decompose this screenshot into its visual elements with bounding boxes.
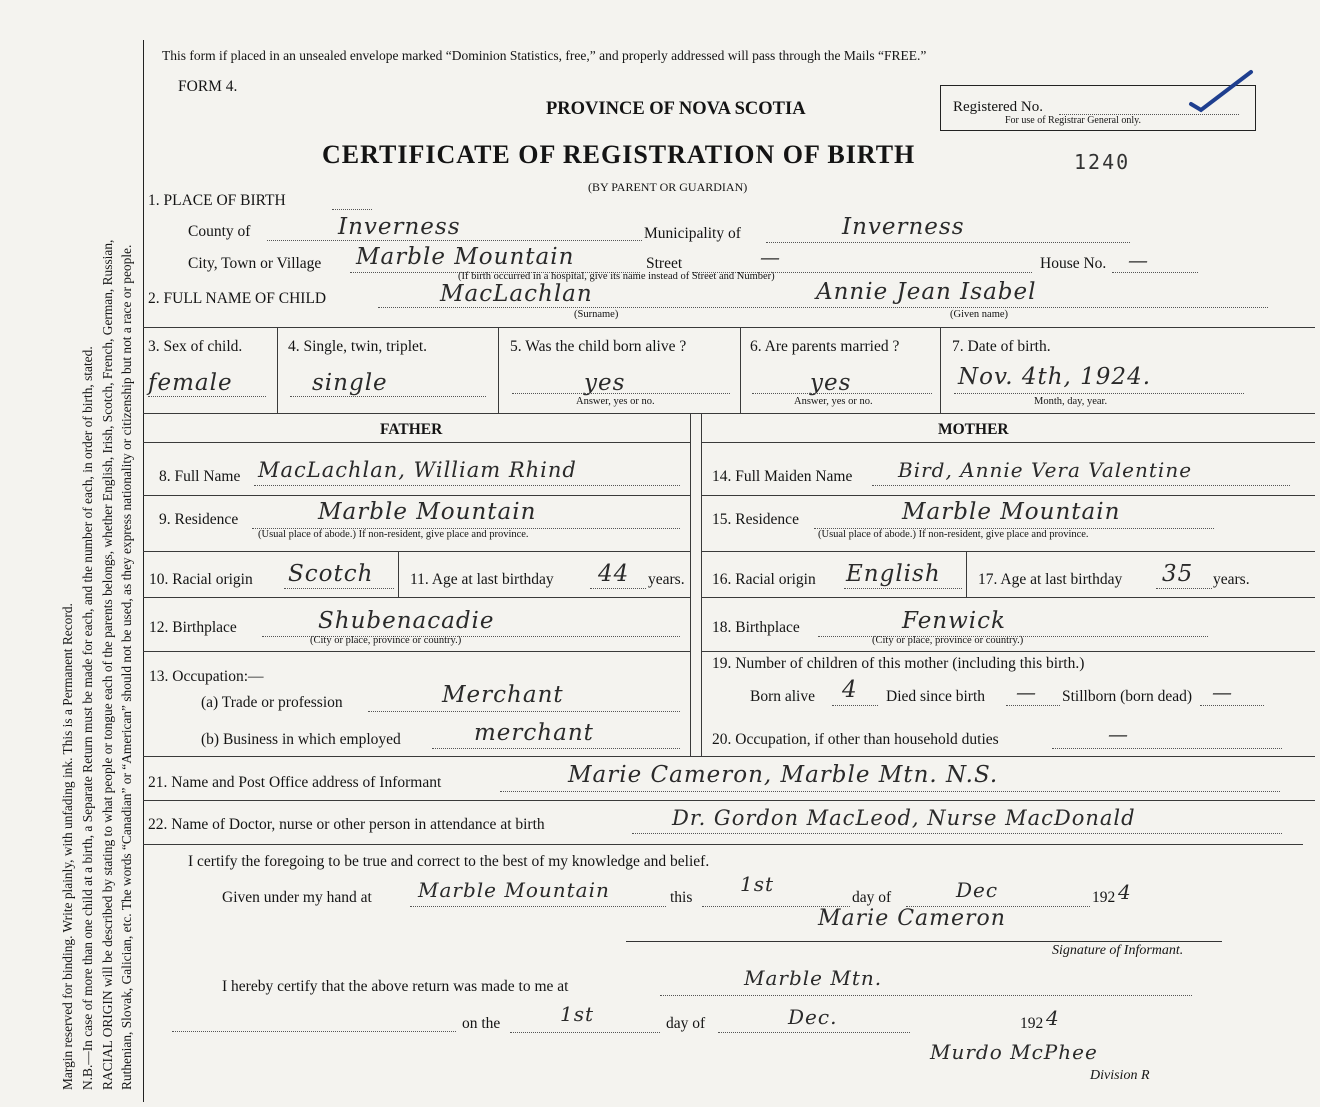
dob-value: Nov. 4th, 1924. [958,364,1152,390]
pob-dotline [332,209,372,210]
father-racial-divider [398,551,399,597]
father-rule-1 [143,495,690,496]
born-alive-line [512,393,730,394]
city-label: City, Town or Village [188,255,322,272]
municipality-label: Municipality of [644,225,741,242]
given-year-value: 4 [1118,880,1132,904]
mother-occupation-label: 20. Occupation, if other than household duties [712,731,999,748]
signature-line [626,941,1222,942]
registrar-day-line [510,1032,660,1033]
registrar-signature: Murdo McPhee [930,1040,1098,1064]
stillborn-line [1200,705,1264,706]
father-heading: FATHER [380,421,443,438]
mother-occupation-line [1052,748,1282,749]
stillborn-value: — [1212,680,1233,704]
on-the-label: on the [462,1015,501,1032]
father-age-label: 11. Age at last birthday [410,571,554,588]
died-line [1006,705,1060,706]
details-divider-4 [940,327,941,413]
margin-note-3: RACIAL ORIGIN will be described by stating to what people or tongue each of the parents belongs, whether English, Irish, Scotch, French, German, Russian, [100,239,115,1090]
mother-residence-label: 15. Residence [712,511,799,528]
informant-signature: Marie Cameron [818,906,1006,931]
children-label: 19. Number of children of this mother (including this birth.) [712,655,1085,672]
died-value: — [1016,680,1037,704]
father-birthplace-label: 12. Birthplace [149,619,237,636]
mother-birthplace-value: Fenwick [902,608,1006,634]
born-alive-label: 5. Was the child born alive ? [510,338,687,355]
house-label: House No. [1040,255,1107,272]
dob-label: 7. Date of birth. [952,338,1051,355]
father-racial-label: 10. Racial origin [149,571,253,588]
registered-label: Registered No. [953,99,1043,115]
house-line [1112,272,1198,273]
mother-rule-4 [701,651,1315,652]
attendant-value: Dr. Gordon MacLeod, Nurse MacDonald [672,806,1136,830]
mother-age-line [1156,588,1212,589]
mother-occupation-value: — [1108,722,1129,746]
child-name-line [378,307,1268,308]
mother-birthplace-caption: (City or place, province or country.) [872,635,1024,646]
mother-birthplace-label: 18. Birthplace [712,619,800,636]
business-value: merchant [474,720,594,746]
trade-label: (a) Trade or profession [201,694,343,711]
father-racial-value: Scotch [288,561,374,587]
father-residence-value: Marble Mountain [318,499,537,525]
details-divider-1 [277,327,278,413]
father-age-value: 44 [598,561,630,587]
page-title: CERTIFICATE OF REGISTRATION OF BIRTH [322,140,916,169]
mother-years-label: years. [1213,571,1250,588]
stamped-number: 1240 [1074,150,1131,174]
trade-line [368,711,680,712]
registrar-lead-line [172,1031,456,1032]
born-alive-value: yes [584,370,626,396]
given-label: Given under my hand at [222,889,372,906]
street-label: Street [646,255,683,272]
form-number: FORM 4. [178,78,238,95]
division-label: Division R [1090,1068,1150,1083]
checkmark-icon [1187,66,1257,116]
county-line [267,240,642,241]
registered-number-box [940,85,1256,131]
registered-note: For use of Registrar General only. [1005,115,1141,126]
registrar-day-value: 1st [560,1002,595,1026]
informant-line [500,791,1280,792]
mother-heading-rule [701,442,1315,443]
registrar-day-of-label: day of [666,1015,706,1032]
born-alive-caption: Answer, yes or no. [576,396,655,407]
father-heading-rule [143,442,690,443]
mother-name-value: Bird, Annie Vera Valentine [898,458,1193,482]
mother-racial-divider [966,551,967,597]
registrar-statement: I hereby certify that the above return was made to me at [222,978,569,995]
attendant-label: 22. Name of Doctor, nurse or other person in attendance at birth [148,816,545,833]
multiplicity-value: single [312,370,388,396]
business-line [432,748,680,749]
mother-age-label: 17. Age at last birthday [978,571,1123,588]
father-rule-4 [143,651,690,652]
parents-divider-right [701,413,702,756]
rule-parents-bottom [143,756,1315,757]
street-value: — [760,245,781,269]
informant-label: 21. Name and Post Office address of Informant [148,774,442,791]
father-birthplace-caption: (City or place, province or country.) [310,635,462,646]
stillborn-label: Stillborn (born dead) [1062,688,1193,705]
father-birthplace-value: Shubenacadie [318,608,495,634]
married-value: yes [810,370,852,396]
margin-rule [143,40,144,1102]
informant-value: Marie Cameron, Marble Mtn. N.S. [568,762,999,788]
child-name-label: 2. FULL NAME OF CHILD [148,290,327,307]
rule-attendant [143,844,1303,845]
business-label: (b) Business in which employed [201,731,401,748]
municipality-line [766,242,1130,243]
registrar-year-prefix: 192 [1020,1015,1044,1032]
married-label: 6. Are parents married ? [750,338,900,355]
mother-name-label: 14. Full Maiden Name [712,468,853,485]
father-age-line [590,588,646,589]
father-rule-3 [143,597,690,598]
place-of-birth-label: 1. PLACE OF BIRTH [148,192,286,209]
mother-racial-value: English [846,561,941,587]
multiplicity-label: 4. Single, twin, triplet. [288,338,428,355]
house-value: — [1128,248,1149,272]
mother-residence-value: Marble Mountain [902,499,1121,525]
father-name-label: 8. Full Name [159,468,241,485]
municipality-value: Inverness [842,214,965,240]
mother-rule-1 [701,495,1315,496]
registrar-place-line [660,995,1192,996]
mother-racial-line [844,588,962,589]
county-value: Inverness [338,214,461,240]
margin-note-2: N.B.—In case of more than one child at a birth, a Separate Return must be made for each, and the number of each, in order of birth, stated. [80,346,95,1090]
sex-label: 3. Sex of child. [148,338,243,355]
born-alive-count-label: Born alive [750,688,815,705]
binding-margin [0,0,140,1107]
mother-heading: MOTHER [938,421,1009,438]
mother-name-line [872,485,1290,486]
child-given-names: Annie Jean Isabel [816,279,1037,305]
father-years-label: years. [648,571,685,588]
details-divider-2 [498,327,499,413]
mailing-notice: This form if placed in an unsealed envelope marked “Dominion Statistics, free,” and properly addressed will pass through the Mails “FREE.” [162,48,927,63]
dob-caption: Month, day, year. [1034,396,1108,407]
multiplicity-line [290,396,486,397]
sex-value: female [148,370,233,396]
mother-residence-caption: (Usual place of abode.) If non-resident, give place and province. [818,529,1089,540]
city-value: Marble Mountain [356,244,575,270]
details-divider-3 [740,327,741,413]
father-rule-2 [143,551,690,552]
registrar-place-value: Marble Mtn. [744,966,883,990]
margin-note-4: Ruthenian, Slovak, Galician, etc. The words “Canadian” or “American” should not be used, as they express nationality or citizenship but not a race or people. [119,244,134,1090]
father-residence-label: 9. Residence [159,511,239,528]
child-surname: MacLachlan [440,281,593,307]
county-label: County of [188,223,251,240]
certify-statement: I certify the foregoing to be true and correct to the best of my knowledge and belief. [188,853,710,870]
given-year-prefix: 192 [1092,889,1116,906]
province-heading: PROVINCE OF NOVA SCOTIA [546,99,806,119]
born-alive-count-line [832,705,878,706]
married-line [752,393,932,394]
father-residence-caption: (Usual place of abode.) If non-resident, give place and province. [258,529,529,540]
attendant-line [632,833,1282,834]
father-racial-line [284,588,394,589]
surname-caption: (Surname) [574,309,619,320]
hospital-note: (If birth occurred in a hospital, give its name instead of Street and Number) [458,271,775,282]
mother-age-value: 35 [1162,561,1194,587]
sex-line [148,396,266,397]
rule-details-top [143,327,1315,328]
father-name-line [254,485,680,486]
father-name-value: MacLachlan, William Rhind [258,458,577,482]
given-place-value: Marble Mountain [418,878,610,902]
mother-rule-3 [701,597,1315,598]
born-alive-count-value: 4 [842,677,858,703]
dob-line [954,393,1244,394]
rule-informant [143,800,1315,801]
given-month-value: Dec [956,878,999,902]
mother-rule-2 [701,551,1315,552]
married-caption: Answer, yes or no. [794,396,873,407]
day-of-label: day of [852,889,892,906]
registrar-year-value: 4 [1046,1006,1060,1030]
trade-value: Merchant [442,682,564,708]
signature-caption: Signature of Informant. [1052,943,1184,958]
died-label: Died since birth [886,688,986,705]
rule-details-bottom [143,413,1315,414]
registrar-month-value: Dec. [788,1005,838,1029]
margin-note-1: Margin reserved for binding. Write plainly, with unfading ink. This is a Permanent Record. [60,603,75,1090]
page-subtitle: (BY PARENT OR GUARDIAN) [588,180,748,194]
mother-racial-label: 16. Racial origin [712,571,816,588]
given-day-value: 1st [740,872,775,896]
parents-divider-left [690,413,691,756]
this-label: this [670,889,693,906]
given-caption: (Given name) [950,309,1009,320]
given-place-line [410,906,666,907]
occupation-label: 13. Occupation:— [149,668,264,685]
registrar-month-line [718,1032,910,1033]
